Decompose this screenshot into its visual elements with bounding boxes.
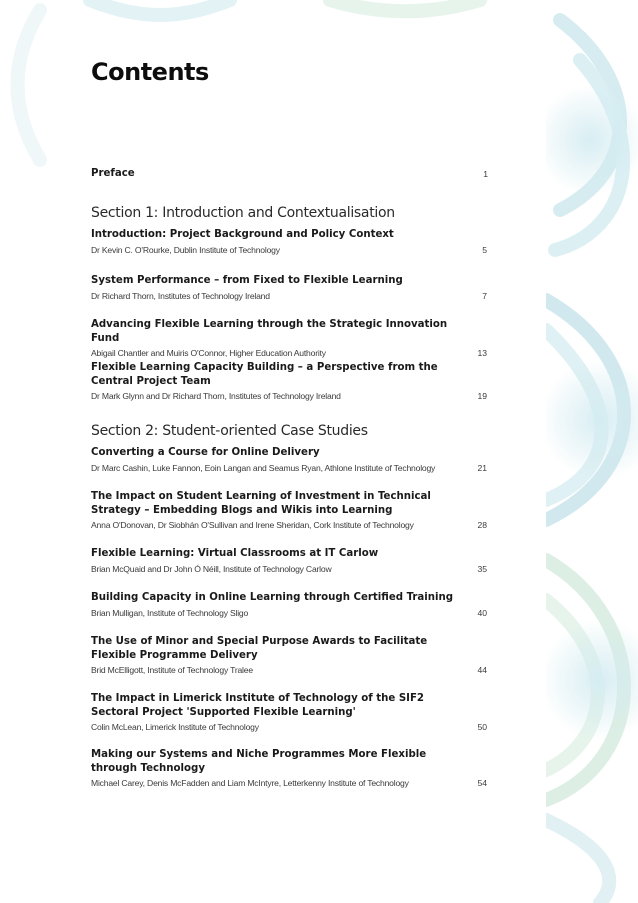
entry-page-number: 5 — [482, 244, 487, 255]
entry-authors: Abigail Chantler and Muiris O'Connor, Higher Education Authority — [91, 348, 326, 358]
entry-authors: Brian Mulligan, Institute of Technology Sligo — [91, 607, 249, 618]
entry-authors: Colin McLean, Limerick Institute of Technology — [91, 722, 259, 732]
entry-title: Flexible Learning: Virtual Classrooms at IT Carlow — [91, 548, 379, 559]
toc-entry[interactable] — [91, 547, 491, 576]
entry-authors: Dr Richard Thorn, Institutes of Technology Ireland — [91, 290, 270, 301]
toc-entry[interactable] — [91, 318, 491, 360]
entry-authors: Dr Mark Glynn and Dr Richard Thorn, Institutes of Technology Ireland — [91, 391, 341, 401]
toc-entry[interactable] — [91, 228, 491, 257]
toc-entry[interactable] — [91, 591, 491, 620]
section-heading-2: Section 2: Student-oriented Case Studies — [91, 423, 368, 439]
toc-entry[interactable] — [91, 635, 491, 677]
entry-title: Building Capacity in Online Learning through Certified Training — [91, 592, 454, 603]
page-title: Contents — [91, 58, 209, 86]
toc-entry[interactable] — [91, 361, 491, 403]
toc-entry[interactable] — [91, 274, 491, 303]
entry-authors: Dr Kevin C. O'Rourke, Dublin Institute of Technology — [91, 244, 280, 255]
toc-entry[interactable] — [91, 692, 491, 734]
entry-page-number: 35 — [477, 563, 487, 574]
entry-page-number: 44 — [477, 665, 487, 675]
entry-authors: Brian McQuaid and Dr John Ó Néill, Institute of Technology Carlow — [91, 563, 332, 574]
entry-title: Advancing Flexible Learning through the Strategic Innovation Fund — [91, 319, 448, 344]
entry-page-number: 13 — [477, 348, 487, 358]
entry-title: The Impact in Limerick Institute of Technology of the SIF2 Sectoral Project 'Supported Flexible Learning' — [91, 693, 425, 718]
entry-authors: Brid McElligott, Institute of Technology Tralee — [91, 665, 253, 675]
entry-title: The Impact on Student Learning of Investment in Technical Strategy – Embedding Blogs and Wikis into Learning — [91, 491, 431, 516]
entry-page-number: 7 — [482, 290, 487, 301]
preface-page-number: 1 — [483, 169, 488, 179]
entry-authors: Michael Carey, Denis McFadden and Liam McIntyre, Letterkenny Institute of Technology — [91, 778, 409, 788]
entry-title: The Use of Minor and Special Purpose Awards to Facilitate Flexible Programme Delivery — [91, 636, 428, 661]
toc-entry[interactable] — [91, 490, 491, 532]
entry-title: Making our Systems and Niche Programmes More Flexible through Technology — [91, 749, 427, 774]
entry-page-number: 54 — [477, 778, 487, 788]
entry-page-number: 28 — [477, 520, 487, 530]
entry-page-number: 40 — [477, 607, 487, 618]
entry-authors: Anna O'Donovan, Dr Siobhán O'Sullivan and Irene Sheridan, Cork Institute of Technology — [91, 520, 414, 530]
entry-page-number: 50 — [477, 722, 487, 732]
toc-entry[interactable] — [91, 446, 491, 475]
preface-label[interactable]: Preface — [91, 168, 135, 179]
entry-title: Converting a Course for Online Delivery — [91, 447, 320, 458]
toc-entry[interactable] — [91, 748, 491, 790]
entry-title: Introduction: Project Background and Policy Context — [91, 229, 394, 240]
entry-page-number: 19 — [477, 391, 487, 401]
entry-authors: Dr Marc Cashin, Luke Fannon, Eoin Langan and Seamus Ryan, Athlone Institute of Technology — [91, 462, 436, 473]
entry-title: System Performance – from Fixed to Flexible Learning — [91, 275, 403, 286]
section-heading-1: Section 1: Introduction and Contextualisation — [91, 205, 395, 221]
entry-page-number: 21 — [477, 462, 487, 473]
entry-title: Flexible Learning Capacity Building – a Perspective from the Central Project Team — [91, 362, 438, 387]
